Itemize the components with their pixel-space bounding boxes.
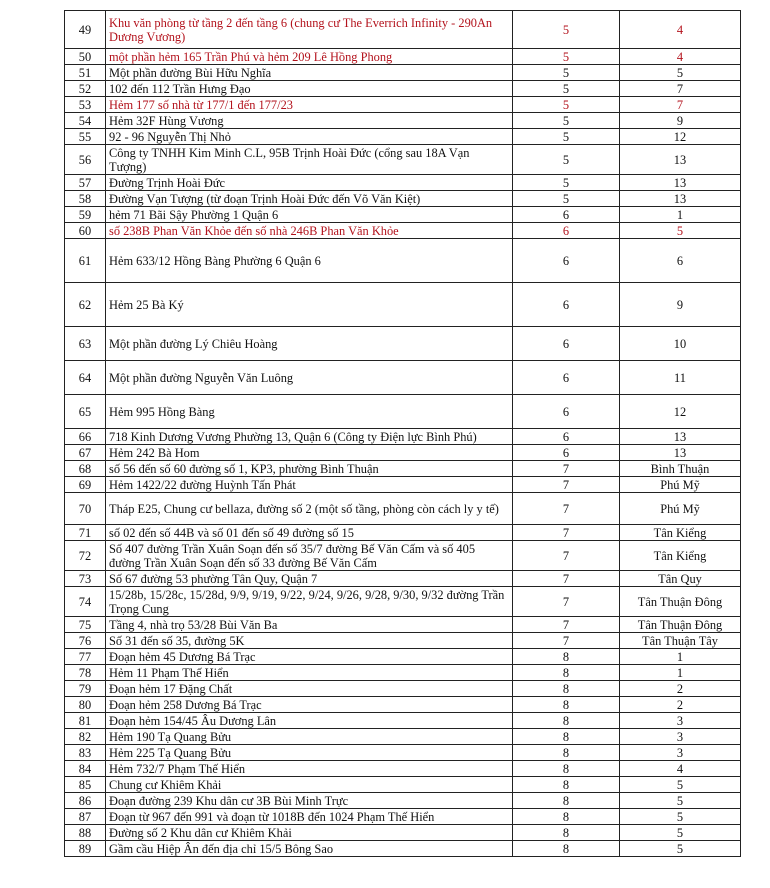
ward-cell: 9 (620, 113, 741, 129)
table-row (65, 11, 741, 49)
table-row (65, 777, 741, 793)
table-body (65, 11, 741, 857)
ward-cell: 5 (620, 825, 741, 841)
ward-cell: 5 (620, 65, 741, 81)
district-cell: 6 (513, 445, 620, 461)
row-number: 72 (65, 541, 106, 571)
row-number: 62 (65, 283, 106, 327)
row-number: 58 (65, 191, 106, 207)
table-row (65, 841, 741, 857)
address-cell: 15/28b, 15/28c, 15/28d, 9/9, 9/19, 9/22, 9/24, 9/26, 9/28, 9/30, 9/32 đường Trần Trọng Cung (106, 587, 513, 617)
table-row (65, 697, 741, 713)
address-cell: Hẻm 633/12 Hồng Bàng Phường 6 Quận 6 (106, 239, 513, 283)
address-cell: Đoạn từ 967 đến 991 và đoạn từ 1018B đến 1024 Phạm Thế Hiển (106, 809, 513, 825)
address-cell: một phần hẻm 165 Trần Phú và hẻm 209 Lê Hồng Phong (106, 49, 513, 65)
district-cell: 7 (513, 633, 620, 649)
table-row (65, 745, 741, 761)
address-cell: 718 Kinh Dương Vương Phường 13, Quận 6 (Công ty Điện lực Bình Phú) (106, 429, 513, 445)
row-number: 70 (65, 493, 106, 525)
district-cell: 5 (513, 145, 620, 175)
table-row (65, 191, 741, 207)
district-cell: 6 (513, 207, 620, 223)
row-number: 86 (65, 793, 106, 809)
ward-cell: Tân Kiểng (620, 525, 741, 541)
address-cell: Hẻm 177 số nhà từ 177/1 đến 177/23 (106, 97, 513, 113)
district-cell: 8 (513, 761, 620, 777)
district-cell: 7 (513, 493, 620, 525)
district-cell: 7 (513, 461, 620, 477)
district-cell: 5 (513, 129, 620, 145)
row-number: 83 (65, 745, 106, 761)
ward-cell: 4 (620, 11, 741, 49)
ward-cell: 13 (620, 175, 741, 191)
district-cell: 5 (513, 175, 620, 191)
ward-cell: 1 (620, 207, 741, 223)
table-row (65, 283, 741, 327)
table-row (65, 429, 741, 445)
district-cell: 8 (513, 713, 620, 729)
address-cell: Gầm cầu Hiệp Ân đến địa chỉ 15/5 Bông Sao (106, 841, 513, 857)
row-number: 69 (65, 477, 106, 493)
district-cell: 8 (513, 809, 620, 825)
table-row (65, 361, 741, 395)
row-number: 77 (65, 649, 106, 665)
table-row (65, 239, 741, 283)
district-cell: 6 (513, 395, 620, 429)
table-row (65, 493, 741, 525)
table-row (65, 327, 741, 361)
district-cell: 8 (513, 665, 620, 681)
table-row (65, 665, 741, 681)
ward-cell: 11 (620, 361, 741, 395)
row-number: 63 (65, 327, 106, 361)
row-number: 54 (65, 113, 106, 129)
ward-cell: Tân Kiểng (620, 541, 741, 571)
ward-cell: 5 (620, 777, 741, 793)
address-cell: Đoạn hẻm 17 Đặng Chất (106, 681, 513, 697)
address-cell: Hẻm 25 Bà Ký (106, 283, 513, 327)
district-cell: 8 (513, 649, 620, 665)
row-number: 68 (65, 461, 106, 477)
row-number: 52 (65, 81, 106, 97)
table-row (65, 175, 741, 191)
row-number: 76 (65, 633, 106, 649)
row-number: 61 (65, 239, 106, 283)
district-cell: 6 (513, 239, 620, 283)
address-cell: Hẻm 190 Tạ Quang Bửu (106, 729, 513, 745)
address-cell: Chung cư Khiêm Khải (106, 777, 513, 793)
address-cell: Hẻm 225 Tạ Quang Bửu (106, 745, 513, 761)
row-number: 66 (65, 429, 106, 445)
row-number: 75 (65, 617, 106, 633)
ward-cell: 3 (620, 729, 741, 745)
table-row (65, 223, 741, 239)
ward-cell: 10 (620, 327, 741, 361)
table-row (65, 207, 741, 223)
address-cell: Hẻm 732/7 Phạm Thế Hiển (106, 761, 513, 777)
table-row (65, 809, 741, 825)
district-cell: 7 (513, 525, 620, 541)
ward-cell: 3 (620, 745, 741, 761)
district-cell: 8 (513, 697, 620, 713)
row-number: 84 (65, 761, 106, 777)
ward-cell: Tân Quy (620, 571, 741, 587)
address-cell: Đoạn hẻm 45 Dương Bá Trạc (106, 649, 513, 665)
row-number: 88 (65, 825, 106, 841)
address-cell: Số 407 đường Trần Xuân Soạn đến số 35/7 đường Bế Văn Cấm và số 405 đường Trần Xuân Soạn đến số 33 đường Bế Văn Cấm (106, 541, 513, 571)
address-cell: Số 67 đường 53 phường Tân Quy, Quận 7 (106, 571, 513, 587)
table-row (65, 825, 741, 841)
row-number: 59 (65, 207, 106, 223)
address-cell: Tháp E25, Chung cư bellaza, đường số 2 (một số tầng, phòng còn cách ly y tế) (106, 493, 513, 525)
district-cell: 5 (513, 81, 620, 97)
address-cell: Hẻm 1422/22 đường Huỳnh Tấn Phát (106, 477, 513, 493)
row-number: 50 (65, 49, 106, 65)
row-number: 64 (65, 361, 106, 395)
district-cell: 6 (513, 283, 620, 327)
district-cell: 8 (513, 777, 620, 793)
address-cell: Số 31 đến số 35, đường 5K (106, 633, 513, 649)
district-cell: 8 (513, 841, 620, 857)
address-cell: Đoạn hẻm 258 Dương Bá Trạc (106, 697, 513, 713)
ward-cell: 13 (620, 145, 741, 175)
ward-cell: 13 (620, 445, 741, 461)
row-number: 55 (65, 129, 106, 145)
ward-cell: 12 (620, 395, 741, 429)
lockdown-area-table (64, 10, 741, 857)
table-row (65, 65, 741, 81)
ward-cell: 5 (620, 223, 741, 239)
row-number: 80 (65, 697, 106, 713)
ward-cell: 13 (620, 191, 741, 207)
district-cell: 8 (513, 793, 620, 809)
district-cell: 5 (513, 97, 620, 113)
ward-cell: 2 (620, 697, 741, 713)
district-cell: 5 (513, 113, 620, 129)
row-number: 89 (65, 841, 106, 857)
table-row (65, 97, 741, 113)
address-cell: Công ty TNHH Kim Minh C.L, 95B Trịnh Hoài Đức (cổng sau 18A Vạn Tượng) (106, 145, 513, 175)
district-cell: 6 (513, 429, 620, 445)
district-cell: 7 (513, 541, 620, 571)
district-cell: 7 (513, 477, 620, 493)
row-number: 67 (65, 445, 106, 461)
table-row (65, 49, 741, 65)
district-cell: 5 (513, 191, 620, 207)
ward-cell: 13 (620, 429, 741, 445)
district-cell: 6 (513, 223, 620, 239)
address-cell: hẻm 71 Bãi Sậy Phường 1 Quận 6 (106, 207, 513, 223)
row-number: 81 (65, 713, 106, 729)
row-number: 82 (65, 729, 106, 745)
district-cell: 8 (513, 729, 620, 745)
ward-cell: 5 (620, 809, 741, 825)
table-row (65, 713, 741, 729)
district-cell: 5 (513, 65, 620, 81)
table-row (65, 571, 741, 587)
row-number: 79 (65, 681, 106, 697)
address-cell: Đường số 2 Khu dân cư Khiêm Khải (106, 825, 513, 841)
row-number: 57 (65, 175, 106, 191)
ward-cell: Bình Thuận (620, 461, 741, 477)
ward-cell: Tân Thuận Đông (620, 587, 741, 617)
district-cell: 7 (513, 617, 620, 633)
address-cell: Đường Trịnh Hoài Đức (106, 175, 513, 191)
ward-cell: Tân Thuận Tây (620, 633, 741, 649)
address-cell: 102 đến 112 Trần Hưng Đạo (106, 81, 513, 97)
address-cell: Khu văn phòng từ tầng 2 đến tầng 6 (chung cư The Everrich Infinity - 290An Dương Vương) (106, 11, 513, 49)
table-row (65, 81, 741, 97)
address-cell: Một phần đường Lý Chiêu Hoàng (106, 327, 513, 361)
table-row (65, 617, 741, 633)
ward-cell: 7 (620, 81, 741, 97)
ward-cell: 6 (620, 239, 741, 283)
address-cell: số 238B Phan Văn Khỏe đến số nhà 246B Phan Văn Khỏe (106, 223, 513, 239)
ward-cell: Phú Mỹ (620, 477, 741, 493)
row-number: 60 (65, 223, 106, 239)
table-row (65, 145, 741, 175)
ward-cell: 1 (620, 649, 741, 665)
table-row (65, 681, 741, 697)
table-row (65, 445, 741, 461)
address-cell: số 56 đến số 60 đường số 1, KP3, phường Bình Thuận (106, 461, 513, 477)
row-number: 87 (65, 809, 106, 825)
row-number: 65 (65, 395, 106, 429)
ward-cell: 5 (620, 793, 741, 809)
address-cell: Đoạn đường 239 Khu dân cư 3B Bùi Minh Trực (106, 793, 513, 809)
district-cell: 5 (513, 49, 620, 65)
table-row (65, 477, 741, 493)
address-cell: Hẻm 242 Bà Hom (106, 445, 513, 461)
row-number: 74 (65, 587, 106, 617)
ward-cell: 3 (620, 713, 741, 729)
address-cell: Tầng 4, nhà trọ 53/28 Bùi Văn Ba (106, 617, 513, 633)
row-number: 51 (65, 65, 106, 81)
address-cell: 92 - 96 Nguyễn Thị Nhỏ (106, 129, 513, 145)
table-row (65, 793, 741, 809)
table-row (65, 129, 741, 145)
ward-cell: Tân Thuận Đông (620, 617, 741, 633)
row-number: 73 (65, 571, 106, 587)
district-cell: 8 (513, 681, 620, 697)
ward-cell: 4 (620, 49, 741, 65)
table-row (65, 113, 741, 129)
ward-cell: 1 (620, 665, 741, 681)
ward-cell: 2 (620, 681, 741, 697)
row-number: 53 (65, 97, 106, 113)
row-number: 85 (65, 777, 106, 793)
address-cell: Hẻm 32F Hùng Vương (106, 113, 513, 129)
row-number: 56 (65, 145, 106, 175)
table-row (65, 649, 741, 665)
district-cell: 8 (513, 825, 620, 841)
ward-cell: 5 (620, 841, 741, 857)
address-cell: Một phần đường Nguyễn Văn Luông (106, 361, 513, 395)
district-cell: 5 (513, 11, 620, 49)
table-row (65, 525, 741, 541)
table-row (65, 587, 741, 617)
address-cell: số 02 đến số 44B và số 01 đến số 49 đường số 15 (106, 525, 513, 541)
row-number: 78 (65, 665, 106, 681)
address-cell: Hẻm 11 Phạm Thế Hiển (106, 665, 513, 681)
table-row (65, 461, 741, 477)
address-cell: Đoạn hẻm 154/45 Âu Dương Lân (106, 713, 513, 729)
table-row (65, 395, 741, 429)
address-cell: Một phần đường Bùi Hữu Nghĩa (106, 65, 513, 81)
district-cell: 7 (513, 587, 620, 617)
district-cell: 7 (513, 571, 620, 587)
ward-cell: Phú Mỹ (620, 493, 741, 525)
row-number: 49 (65, 11, 106, 49)
table-row (65, 541, 741, 571)
address-cell: Hẻm 995 Hồng Bàng (106, 395, 513, 429)
table-row (65, 633, 741, 649)
district-cell: 6 (513, 327, 620, 361)
ward-cell: 4 (620, 761, 741, 777)
district-cell: 6 (513, 361, 620, 395)
ward-cell: 7 (620, 97, 741, 113)
row-number: 71 (65, 525, 106, 541)
address-cell: Đường Vạn Tượng (từ đoạn Trịnh Hoài Đức đến Võ Văn Kiệt) (106, 191, 513, 207)
district-cell: 8 (513, 745, 620, 761)
table-row (65, 761, 741, 777)
ward-cell: 9 (620, 283, 741, 327)
ward-cell: 12 (620, 129, 741, 145)
table-row (65, 729, 741, 745)
